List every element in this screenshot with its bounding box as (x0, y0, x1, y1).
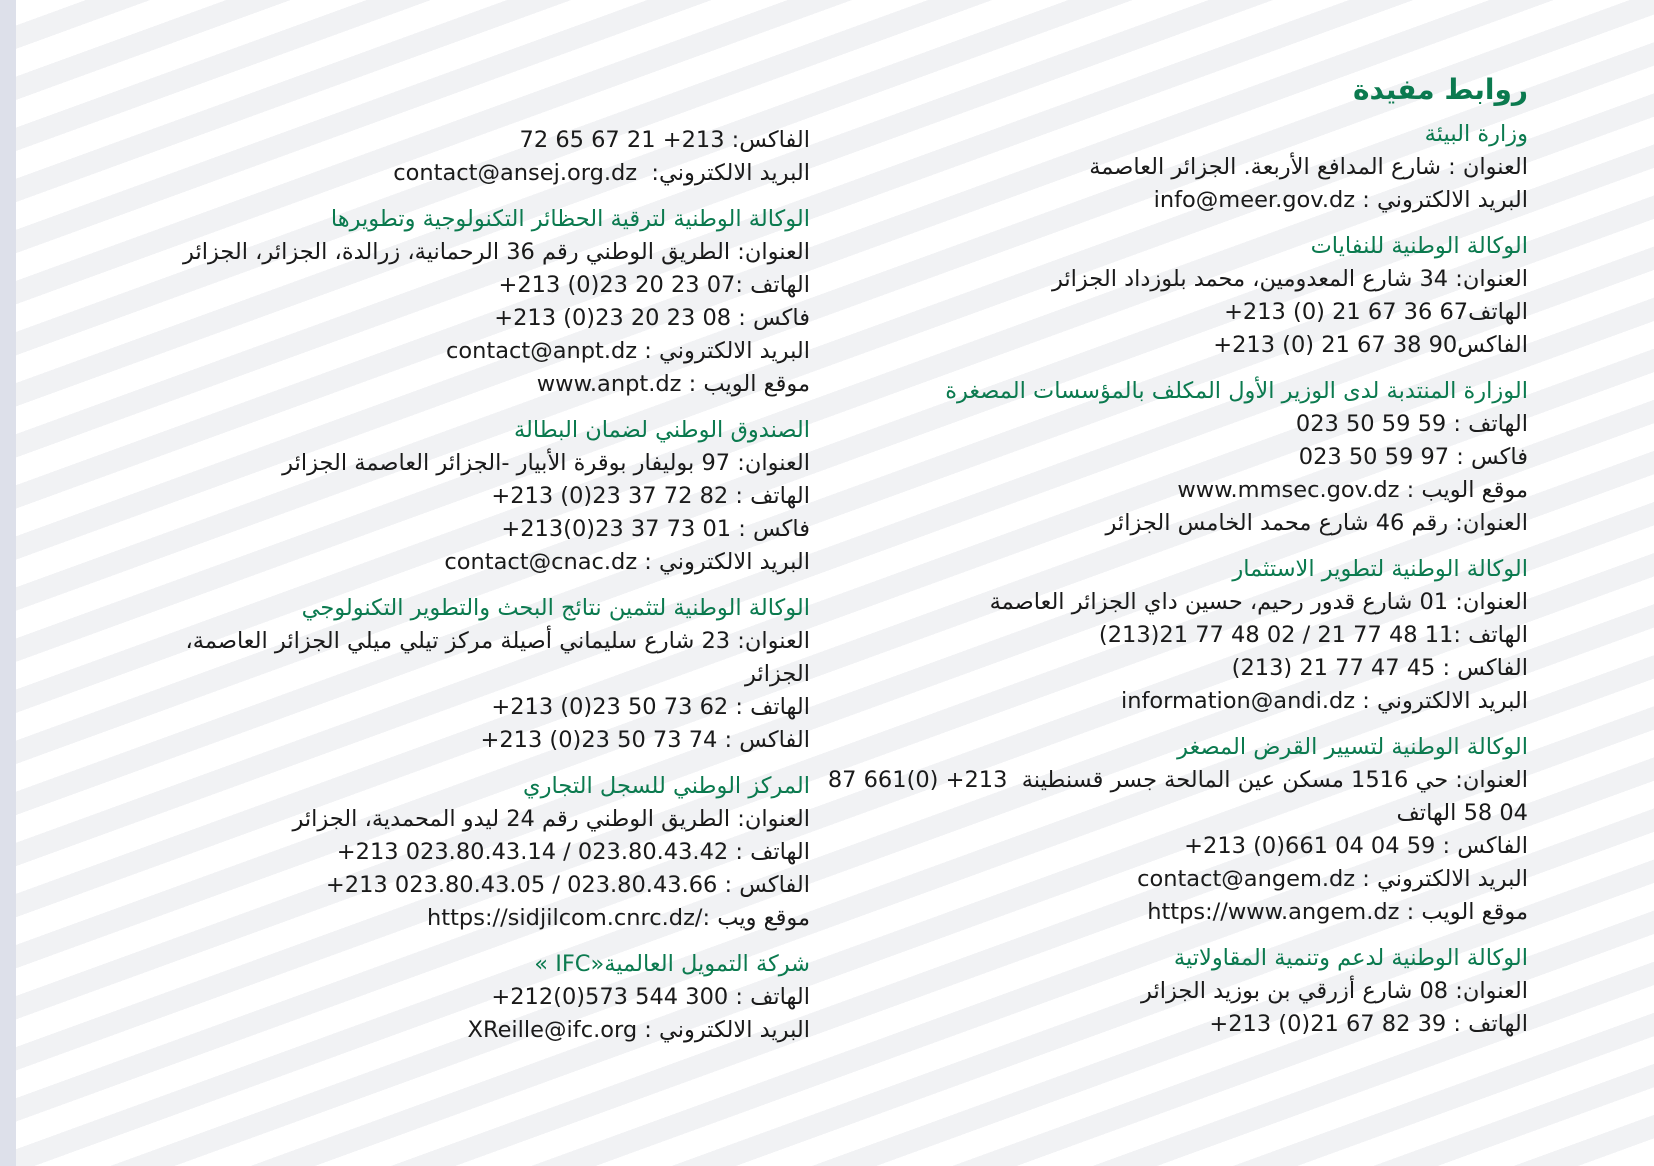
contact-entry (808, 731, 1528, 929)
contact-line: العنوان: 23 شارع سليماني أصيلة مركز تيلي ميلي الجزائر العاصمة، الجزائر (178, 628, 810, 687)
contact-line: العنوان: 08 شارع أزرقي بن بوزيد الجزائر (1141, 978, 1528, 1004)
contact-line: العنوان: 34 شارع المعدومين، محمد بلوزداد الجزائر (1051, 266, 1528, 292)
contact-entry (150, 948, 810, 1047)
contact-entry (808, 118, 1528, 217)
contact-line: البريد الالكتروني : XReille@ifc.org (467, 1017, 810, 1043)
contact-line: الهاتف :07 23 20 23(0) 213+ (498, 272, 810, 298)
contact-line: البريد الالكتروني : information@andi.dz (1120, 688, 1528, 714)
contact-line: فاكس : 08 23 20 23(0) 213+ (494, 305, 810, 331)
contact-line: الهاتف : 300 544 573(0)212+ (491, 984, 810, 1010)
contact-line: فاكس : 01 73 37 23(0)213+ (501, 516, 810, 542)
contact-entry (150, 770, 810, 935)
organization-name: الوكالة الوطنية لتطوير الاستثمار (1232, 556, 1528, 582)
contact-line: البريد الالكتروني : info@meer.gov.dz (1153, 187, 1528, 213)
contact-line: البريد الالكتروني : contact@cnac.dz (444, 549, 810, 575)
organization-name: الوكالة الوطنية لدعم وتنمية المقاولاتية (1173, 945, 1528, 971)
organization-name: الصندوق الوطني لضمان البطالة (513, 417, 810, 443)
contact-line: العنوان: الطريق الوطني رقم 36 الرحمانية، زرالدة، الجزائر، الجزائر (183, 239, 810, 265)
organization-name: وزارة البيئة (1424, 121, 1528, 147)
contact-line: الهاتف67 36 67 21 (0) 213+ (1224, 299, 1528, 325)
contact-entry (150, 124, 810, 190)
organization-name: الوكالة الوطنية للنفايات (1310, 233, 1528, 259)
contact-line: موقع الويب : www.mmsec.gov.dz (1177, 477, 1528, 503)
contact-line: العنوان : شارع المدافع الأربعة. الجزائر العاصمة (1089, 154, 1528, 180)
contact-entry (808, 375, 1528, 540)
contact-line: البريد الالكتروني : contact@angem.dz (1137, 866, 1528, 892)
contact-entry (808, 942, 1528, 1041)
contact-line: فاكس : 97 59 50 023 (1298, 444, 1528, 470)
contact-line: موقع الويب : https://www.angem.dz (1147, 899, 1528, 925)
contact-line: الفاكس : 59 04 04 661(0) 213+ (1184, 833, 1528, 859)
contact-line: الهاتف : 82 72 37 23(0) 213+ (491, 483, 810, 509)
contact-entry (150, 592, 810, 757)
contact-line: العنوان: حي 1516 مسكن عين المالحة جسر قسنطينة 213+ (0)661 87 04 58 الهاتف (820, 767, 1528, 826)
contact-entry (150, 203, 810, 401)
contact-entry (808, 553, 1528, 718)
contact-line: العنوان: 97 بوليفار بوقرة الأبيار -الجزائر العاصمة الجزائر (282, 450, 810, 476)
contact-line: الهاتف :11 48 77 21 / 02 48 77 21(213) (1098, 622, 1528, 648)
page-spine (0, 0, 16, 1166)
contact-entry (150, 414, 810, 579)
contact-line: الهاتف : 62 73 50 23(0) 213+ (491, 694, 810, 720)
right-column (808, 70, 1528, 1054)
contact-line: الفاكس : 023.80.43.66 / 023.80.43.05 213+ (325, 872, 810, 898)
section-heading: روابط مفيدة (1353, 73, 1528, 106)
organization-name: الوكالة الوطنية لتثمين نتائج البحث والتطوير التكنولوجي (301, 595, 810, 621)
organization-name: المركز الوطني للسجل التجاري (523, 773, 810, 799)
organization-name: الوكالة الوطنية لتسيير القرض المصغر (1177, 734, 1528, 760)
contact-line: موقع الويب : www.anpt.dz (536, 371, 810, 397)
contact-line: الهاتف : 023.80.43.42 / 023.80.43.14 213+ (336, 839, 810, 865)
contact-line: البريد الالكتروني : contact@anpt.dz (446, 338, 810, 364)
contact-line: البريد الالكتروني: contact@ansej.org.dz (393, 160, 810, 186)
contact-line: العنوان: الطريق الوطني رقم 24 ليدو المحمدية، الجزائر (292, 806, 810, 832)
contact-line: موقع ويب :/https://sidjilcom.cnrc.dz (427, 905, 810, 931)
contact-line: العنوان: 01 شارع قدور رحيم، حسين داي الجزائر العاصمة (989, 589, 1528, 615)
contact-line: الفاكس : 74 73 50 23(0) 213+ (480, 727, 810, 753)
contact-line: الفاكس: 213+ 21 67 65 72 (519, 127, 810, 153)
contact-line: الهاتف : 59 59 50 023 (1295, 411, 1528, 437)
organization-name: شركة التمويل العالمية«IFC » (534, 951, 810, 977)
left-column (150, 124, 810, 1060)
contact-entry (808, 230, 1528, 362)
contact-line: الفاكس : 45 47 77 21 (213) (1231, 655, 1528, 681)
organization-name: الوزارة المنتدبة لدى الوزير الأول المكلف بالمؤسسات المصغرة (945, 378, 1528, 404)
contact-line: الفاكس90 38 67 21 (0) 213+ (1213, 332, 1528, 358)
contact-line: الهاتف : 39 82 67 21(0) 213+ (1209, 1011, 1528, 1037)
organization-name: الوكالة الوطنية لترقية الحظائر التكنولوجية وتطويرها (330, 206, 810, 232)
contact-line: العنوان: رقم 46 شارع محمد الخامس الجزائر (1105, 510, 1528, 536)
